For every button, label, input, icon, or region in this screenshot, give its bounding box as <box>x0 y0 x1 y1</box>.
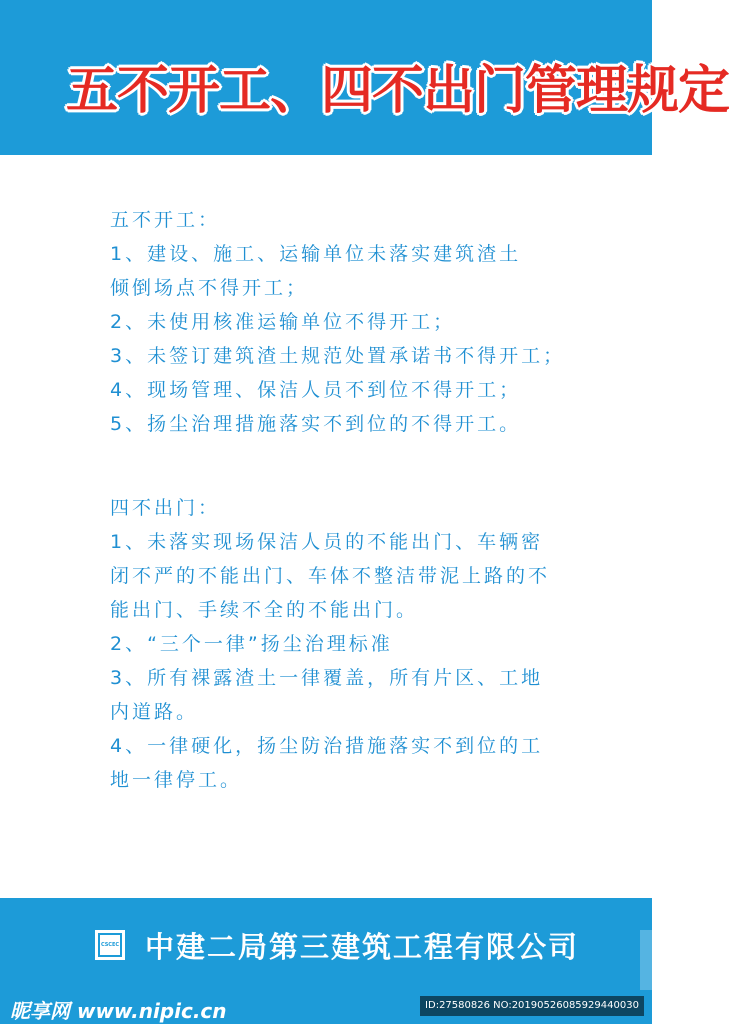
section2-line: 3、所有裸露渣土一律覆盖，所有片区、工地 <box>110 667 544 689</box>
section2-line: 内道路。 <box>110 701 199 723</box>
regulation-content <box>110 203 630 797</box>
section2-line: 2、“三个一律”扬尘治理标准 <box>110 633 393 655</box>
logo-mark <box>98 933 122 957</box>
company-name: 中建二局第三建筑工程有限公司 <box>145 930 580 964</box>
section1-line: 倾倒场点不得开工； <box>110 277 309 299</box>
section2-line: 能出门、手续不全的不能出门。 <box>110 599 419 621</box>
watermark-site: 昵享网 www.nipic.cn <box>10 999 227 1023</box>
section2-line: 地一律停工。 <box>110 769 243 791</box>
section-heading-four: 四不出门： <box>110 497 221 519</box>
section2-line: 4、一律硬化，扬尘防治措施落实不到位的工 <box>110 735 544 757</box>
company-logo-icon <box>95 930 125 960</box>
logo-text: CSCEC <box>100 942 120 948</box>
section1-line: 3、未签订建筑渣土规范处置承诺书不得开工； <box>110 345 566 367</box>
section1-line: 5、扬尘治理措施落实不到位的不得开工。 <box>110 413 522 435</box>
watermark-id: ID:27580826 NO:20190526085929440030 <box>420 996 644 1016</box>
section1-line: 1、建设、施工、运输单位未落实建筑渣土 <box>110 243 522 265</box>
section-gap <box>110 441 630 491</box>
section-heading-five: 五不开工： <box>110 209 221 231</box>
section2-line: 闭不严的不能出门、车体不整洁带泥上路的不 <box>110 565 551 587</box>
section1-line: 2、未使用核准运输单位不得开工； <box>110 311 456 333</box>
section1-line: 4、现场管理、保洁人员不到位不得开工； <box>110 379 522 401</box>
edge-decoration <box>640 930 652 990</box>
page-title: 五不开工、四不出门管理规定 <box>66 61 729 121</box>
section2-line: 1、未落实现场保洁人员的不能出门、车辆密 <box>110 531 544 553</box>
